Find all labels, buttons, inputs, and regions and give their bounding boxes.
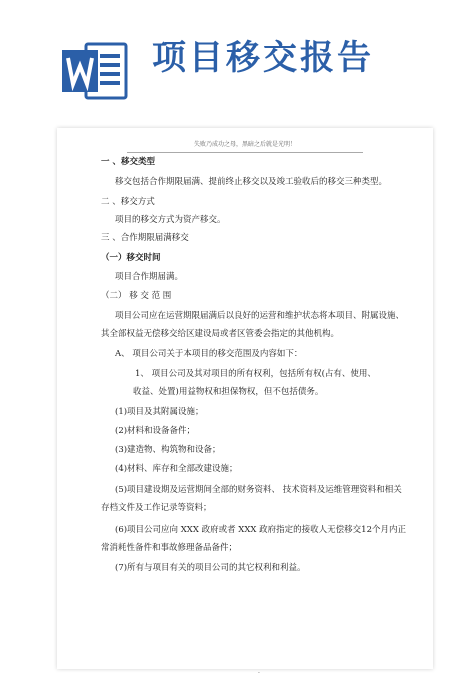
list-item-continuation: 常消耗性备件和事故修理备品备件； (101, 543, 238, 553)
subheading-time: （一）移交时间 (101, 253, 161, 263)
list-item: (5)项目建设期及运营期间全部的财务资料、 技术资料及运维管理资料和相关 (115, 485, 402, 495)
list-item: (7)所有与项目有关的项目公司的其它权利和利益。 (115, 563, 306, 573)
banner-title: 项目移交报告 (152, 38, 374, 78)
paragraph: 其全部权益无偿移交给区建设局或者区管委会指定的其他机构。 (101, 329, 340, 339)
paragraph: 项目公司应在运营期限届满后以良好的运营和维护状态将本项目、附属设施、 (115, 311, 405, 321)
heading-expiry-move: 三 、合作期限届满移交 (101, 233, 189, 243)
list-item: (6)项目公司应向 XXX 政府或者 XXX 政府指定的接收人无偿移交12个月内正 (115, 525, 406, 535)
subheading-scope: （二） 移 交 范 围 (101, 291, 172, 301)
list-item-continuation: 存档文件及工作记录等资料； (101, 503, 212, 513)
list-item: (4)材料、库存和全部改建设施； (115, 464, 238, 474)
heading-move-method: 二 、移交方式 (101, 197, 155, 207)
page-header: 失败乃成功之母，黑暗之后就是光明！ (127, 138, 363, 153)
list-item: (3)建造物、构筑物和设备； (115, 445, 221, 455)
list-item: (1)项目及其附属设施； (115, 407, 204, 417)
paragraph: A、 项目公司关于本项目的移交范围及内容如下： (115, 349, 303, 359)
paragraph: 项目合作期届满。 (115, 272, 184, 282)
paragraph: 1、 项目公司及其对项目的所有权利，包括所有权(占有、使用、 (135, 369, 376, 379)
document-page (57, 128, 433, 675)
page-footer-mark: . (258, 668, 260, 675)
paragraph: 移交包括合作期限届满、提前终止移交以及竣工验收后的移交三种类型。 (115, 177, 388, 187)
banner (0, 0, 474, 120)
paragraph: 收益、处置)用益物权和担保物权，但不包括债务。 (133, 387, 324, 397)
word-document-icon (60, 40, 132, 102)
list-item: (2)材料和设备备件； (115, 426, 196, 436)
heading-move-type: 一 、移交类型 (101, 157, 155, 167)
paragraph: 项目的移交方式为资产移交。 (115, 215, 226, 225)
